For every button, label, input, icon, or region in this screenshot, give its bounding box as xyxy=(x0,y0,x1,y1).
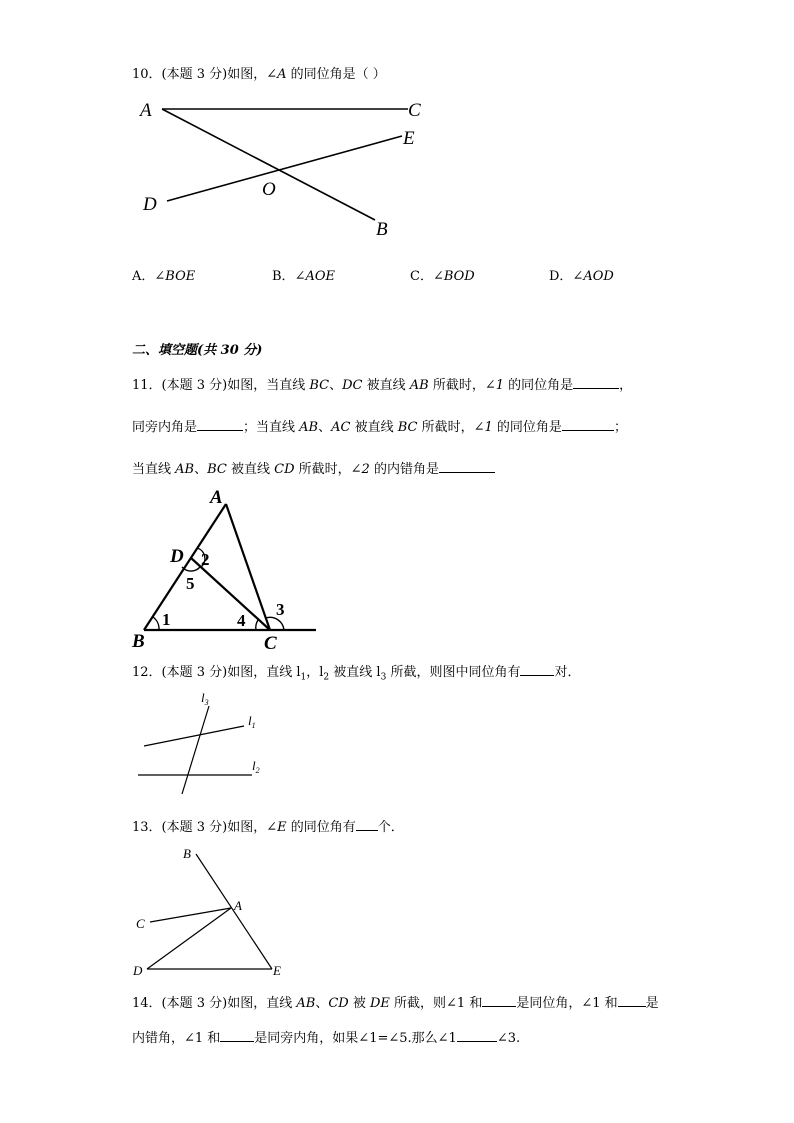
q10-label-o: O xyxy=(262,179,276,200)
q13-figure xyxy=(130,843,295,983)
q13-line-da xyxy=(147,908,231,969)
q11-blank-4[interactable] xyxy=(439,458,495,473)
section-title: 二、填空题(共 30 分) xyxy=(132,343,263,358)
q11-label-5: 5 xyxy=(186,574,195,593)
q10-label-e: E xyxy=(403,128,415,149)
q12-line-l1 xyxy=(144,726,244,746)
q10-option-c[interactable]: C．∠BOD xyxy=(410,269,475,284)
q11-blank-3[interactable] xyxy=(562,416,614,431)
q13-stem: 13．(本题 3 分)如图，∠E 的同位角有 个． xyxy=(132,816,404,837)
q10-prefix: 10．(本题 3 分)如图， xyxy=(132,67,267,82)
q14-line2: 内错角，∠1 和 是同旁内角，如果∠1=∠5.那么∠1 ∠3. xyxy=(132,1027,520,1048)
q11-line1: 11．(本题 3 分)如图，当直线 BC、DC 被直线 AB 所截时，∠1 的同位角是 ， xyxy=(132,374,632,395)
q11-line3: 当直线 AB、BC 被直线 CD 所截时，∠2 的内错角是 xyxy=(132,458,495,479)
q11-blank-1[interactable] xyxy=(573,374,619,389)
q12-blank[interactable] xyxy=(520,661,554,676)
q10-angle: ∠A xyxy=(266,67,287,82)
q11-label-b: B xyxy=(132,631,145,652)
q11-line-ab xyxy=(144,504,226,630)
q10-stem xyxy=(132,66,386,84)
q13-label-e: E xyxy=(273,963,281,978)
q14-blank-4[interactable] xyxy=(457,1027,497,1042)
q11-blank-2[interactable] xyxy=(197,416,243,431)
q13-label-c: C xyxy=(136,916,145,931)
q11-arc-1 xyxy=(153,617,159,630)
q11-line2: 同旁内角是 ；当直线 AB、AC 被直线 BC 所截时，∠1 的同位角是 ； xyxy=(132,416,627,437)
q12-label-l1: $l_1$ xyxy=(248,713,256,730)
q10-line-de xyxy=(167,136,402,201)
q14-blank-3[interactable] xyxy=(220,1027,254,1042)
q13-label-b: B xyxy=(183,846,191,861)
q10-label-d: D xyxy=(143,194,157,215)
q12-label-l3: $l_3$ xyxy=(201,690,209,707)
q10-option-d[interactable]: D．∠AOD xyxy=(549,269,614,284)
q10-figure xyxy=(130,92,440,242)
q14-blank-2[interactable] xyxy=(618,992,646,1007)
q11-label-d: D xyxy=(170,546,184,567)
q10-option-a[interactable]: A．∠BOE xyxy=(132,269,196,284)
q11-arc-4 xyxy=(256,620,258,630)
q10-suffix: 的同位角是（ ） xyxy=(286,67,386,82)
q13-blank[interactable] xyxy=(356,816,378,831)
q11-label-a: A xyxy=(210,488,223,508)
q10-line-ab xyxy=(162,109,375,220)
q12-figure xyxy=(130,688,280,800)
q14-line1: 14．(本题 3 分)如图，直线 AB、CD 被 DE 所截，则∠1 和 是同位角，∠1 和 是 xyxy=(132,992,659,1013)
q11-label-c: C xyxy=(264,633,277,653)
q11-label-4: 4 xyxy=(237,611,246,630)
q11-label-3: 3 xyxy=(276,600,285,619)
q12-stem: 12．(本题 3 分)如图，直线 $l_1$，$l_2$ 被直线 $l_3$ 所截，则图中同位角有 对． xyxy=(132,661,580,687)
q13-label-d: D xyxy=(133,963,143,978)
q11-figure xyxy=(128,488,323,653)
q10-label-b: B xyxy=(376,219,388,240)
q12-line-l3 xyxy=(182,706,209,794)
q11-label-1: 1 xyxy=(162,610,171,629)
q13-line-ca xyxy=(150,908,231,922)
q13-label-a: A xyxy=(234,898,242,913)
q11-label-2: 2 xyxy=(201,550,210,569)
q14-blank-1[interactable] xyxy=(482,992,516,1007)
q10-option-b[interactable]: B．∠AOE xyxy=(272,269,335,284)
q12-label-l2: $l_2$ xyxy=(252,758,260,775)
q10-label-a: A xyxy=(140,100,152,121)
q10-label-c: C xyxy=(408,100,421,121)
